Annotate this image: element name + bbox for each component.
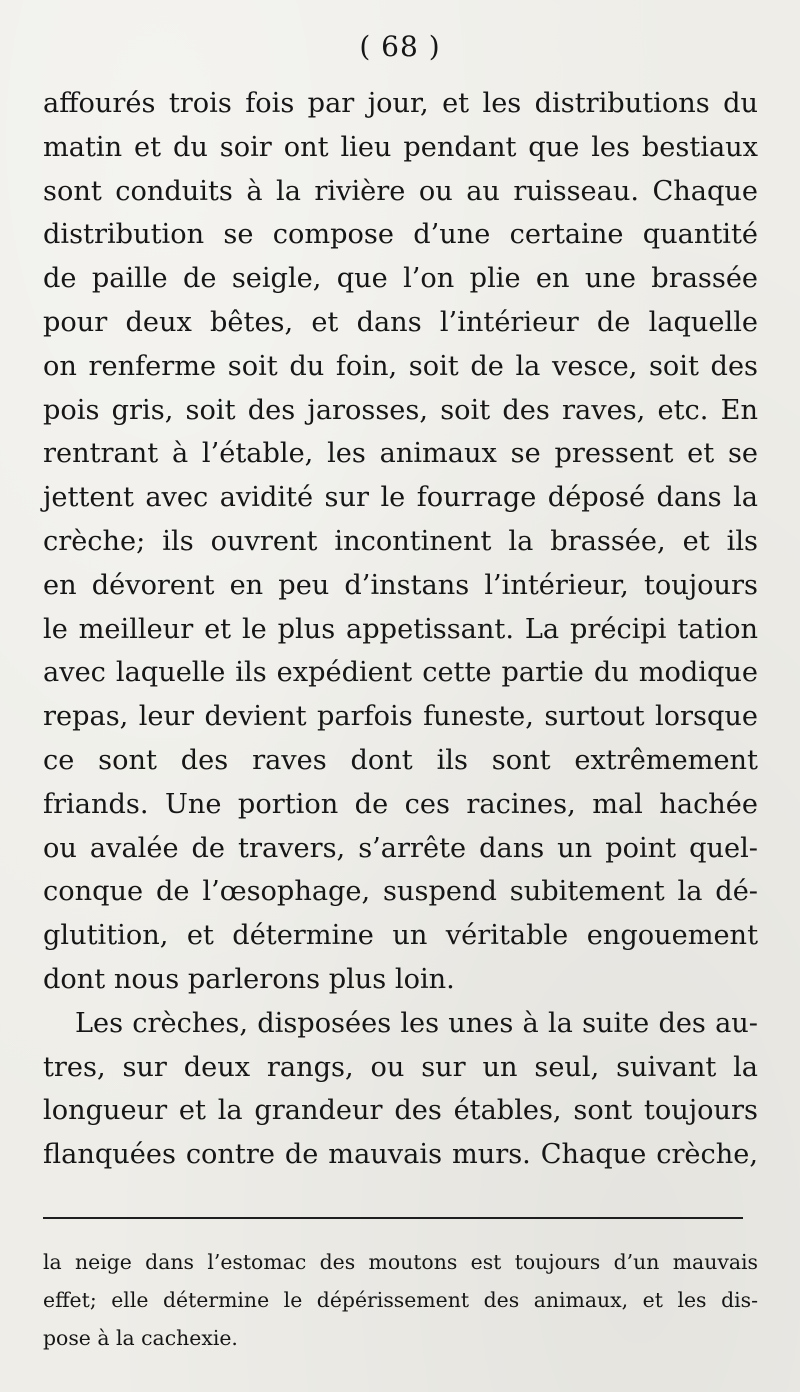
text-line: pois gris, soit des jarosses, soit des raves, etc. En — [43, 394, 758, 426]
text-line: ce sont des raves dont ils sont extrêmement — [43, 744, 758, 776]
text-line: avec laquelle ils expédient cette partie du modique — [43, 657, 758, 689]
text-line: le meilleur et le plus appetissant. La précipi tation — [43, 613, 758, 645]
text-line: crèche; ils ouvrent incontinent la brassée, et ils — [43, 525, 758, 557]
text-line: distribution se compose d’une certaine quantité — [43, 219, 758, 251]
text-line: jettent avec avidité sur le fourrage déposé dans la — [43, 482, 758, 514]
text-line: rentrant à l’étable, les animaux se pressent et se — [43, 438, 758, 470]
text-line: longueur et la grandeur des étables, sont toujours — [43, 1095, 758, 1127]
text-line: tres, sur deux rangs, ou sur un seul, suivant la — [43, 1051, 758, 1083]
text-line: ou avalée de travers, s’arrête dans un point quel- — [43, 832, 758, 864]
page-number: ( 68 ) — [359, 30, 441, 63]
text-line: en dévorent en peu d’instans l’intérieur, toujours — [43, 569, 758, 601]
main-text — [43, 82, 758, 1177]
text-line: friands. Une portion de ces racines, mal hachée — [43, 788, 758, 820]
footnote-divider — [43, 1217, 743, 1219]
text-line: conque de l’œsophage, suspend subitement la dé- — [43, 876, 758, 908]
text-line: glutition, et détermine un véritable engouement — [43, 920, 758, 952]
footnote — [43, 1243, 758, 1357]
text-line: de paille de seigle, que l’on plie en une brassée — [43, 263, 758, 295]
text-line: flanquées contre de mauvais murs. Chaque crèche, — [43, 1139, 758, 1171]
paragraph-end-line: dont nous parlerons plus loin. — [43, 963, 455, 995]
text-line: repas, leur devient parfois funeste, surtout lorsque — [43, 701, 758, 733]
text-line: affourés trois fois par jour, et les distributions du — [43, 88, 758, 119]
text-line: sont conduits à la rivière ou au ruisseau. Chaque — [43, 175, 758, 207]
text-line: on renferme soit du foin, soit de la vesce, soit des — [43, 350, 758, 382]
footnote-line: effet; elle détermine le dépérissement des animaux, et les dis- — [43, 1288, 758, 1312]
text-line: pour deux bêtes, et dans l’intérieur de laquelle — [43, 306, 758, 338]
text-line: matin et du soir ont lieu pendant que les bestiaux — [43, 131, 758, 163]
footnote-line: pose à la cachexie. — [43, 1326, 238, 1350]
footnote-line: la neige dans l’estomac des moutons est toujours d’un mauvais — [43, 1250, 758, 1274]
paragraph-start-line: Les crèches, disposées les unes à la suite des au- — [75, 1007, 758, 1039]
